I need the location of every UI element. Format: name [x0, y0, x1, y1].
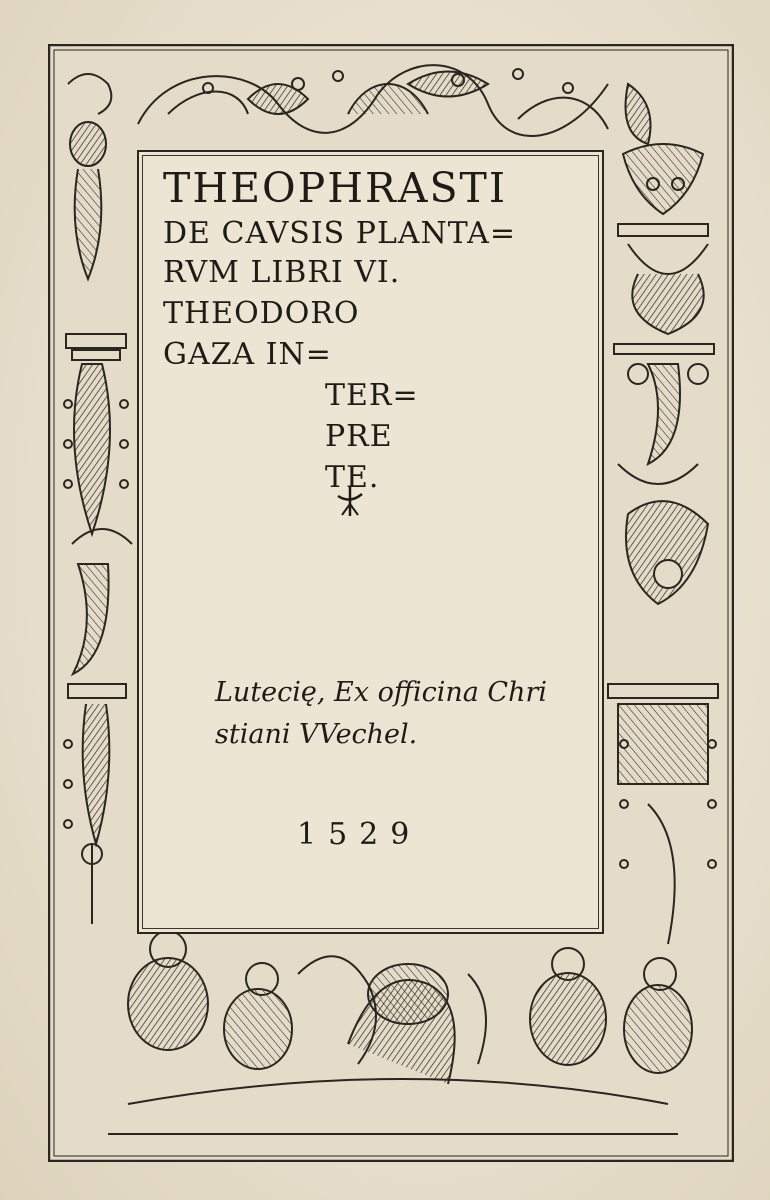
- title-line-2: DE CAVSIS PLANTA=: [163, 216, 516, 251]
- title-line-author: THEOPHRASTI: [163, 164, 508, 212]
- imprint: [215, 672, 595, 756]
- title-line-3: RVM LIBRI VI.: [163, 255, 401, 290]
- title-panel: [137, 150, 604, 934]
- publication-year: 1529: [297, 817, 422, 852]
- title-line-6: TER=: [325, 378, 419, 413]
- title-line-8: TE.: [325, 460, 380, 495]
- imprint-line-2: stiani VVechel.: [215, 719, 418, 750]
- imprint-line-1: Lutecię, Ex officina Chri: [215, 677, 548, 708]
- title-line-7: PRE: [325, 419, 393, 454]
- title-block: [163, 164, 583, 495]
- title-line-5: GAZA IN=: [163, 337, 332, 372]
- title-line-4: THEODORO: [163, 296, 360, 331]
- fleuron-icon: [335, 482, 365, 520]
